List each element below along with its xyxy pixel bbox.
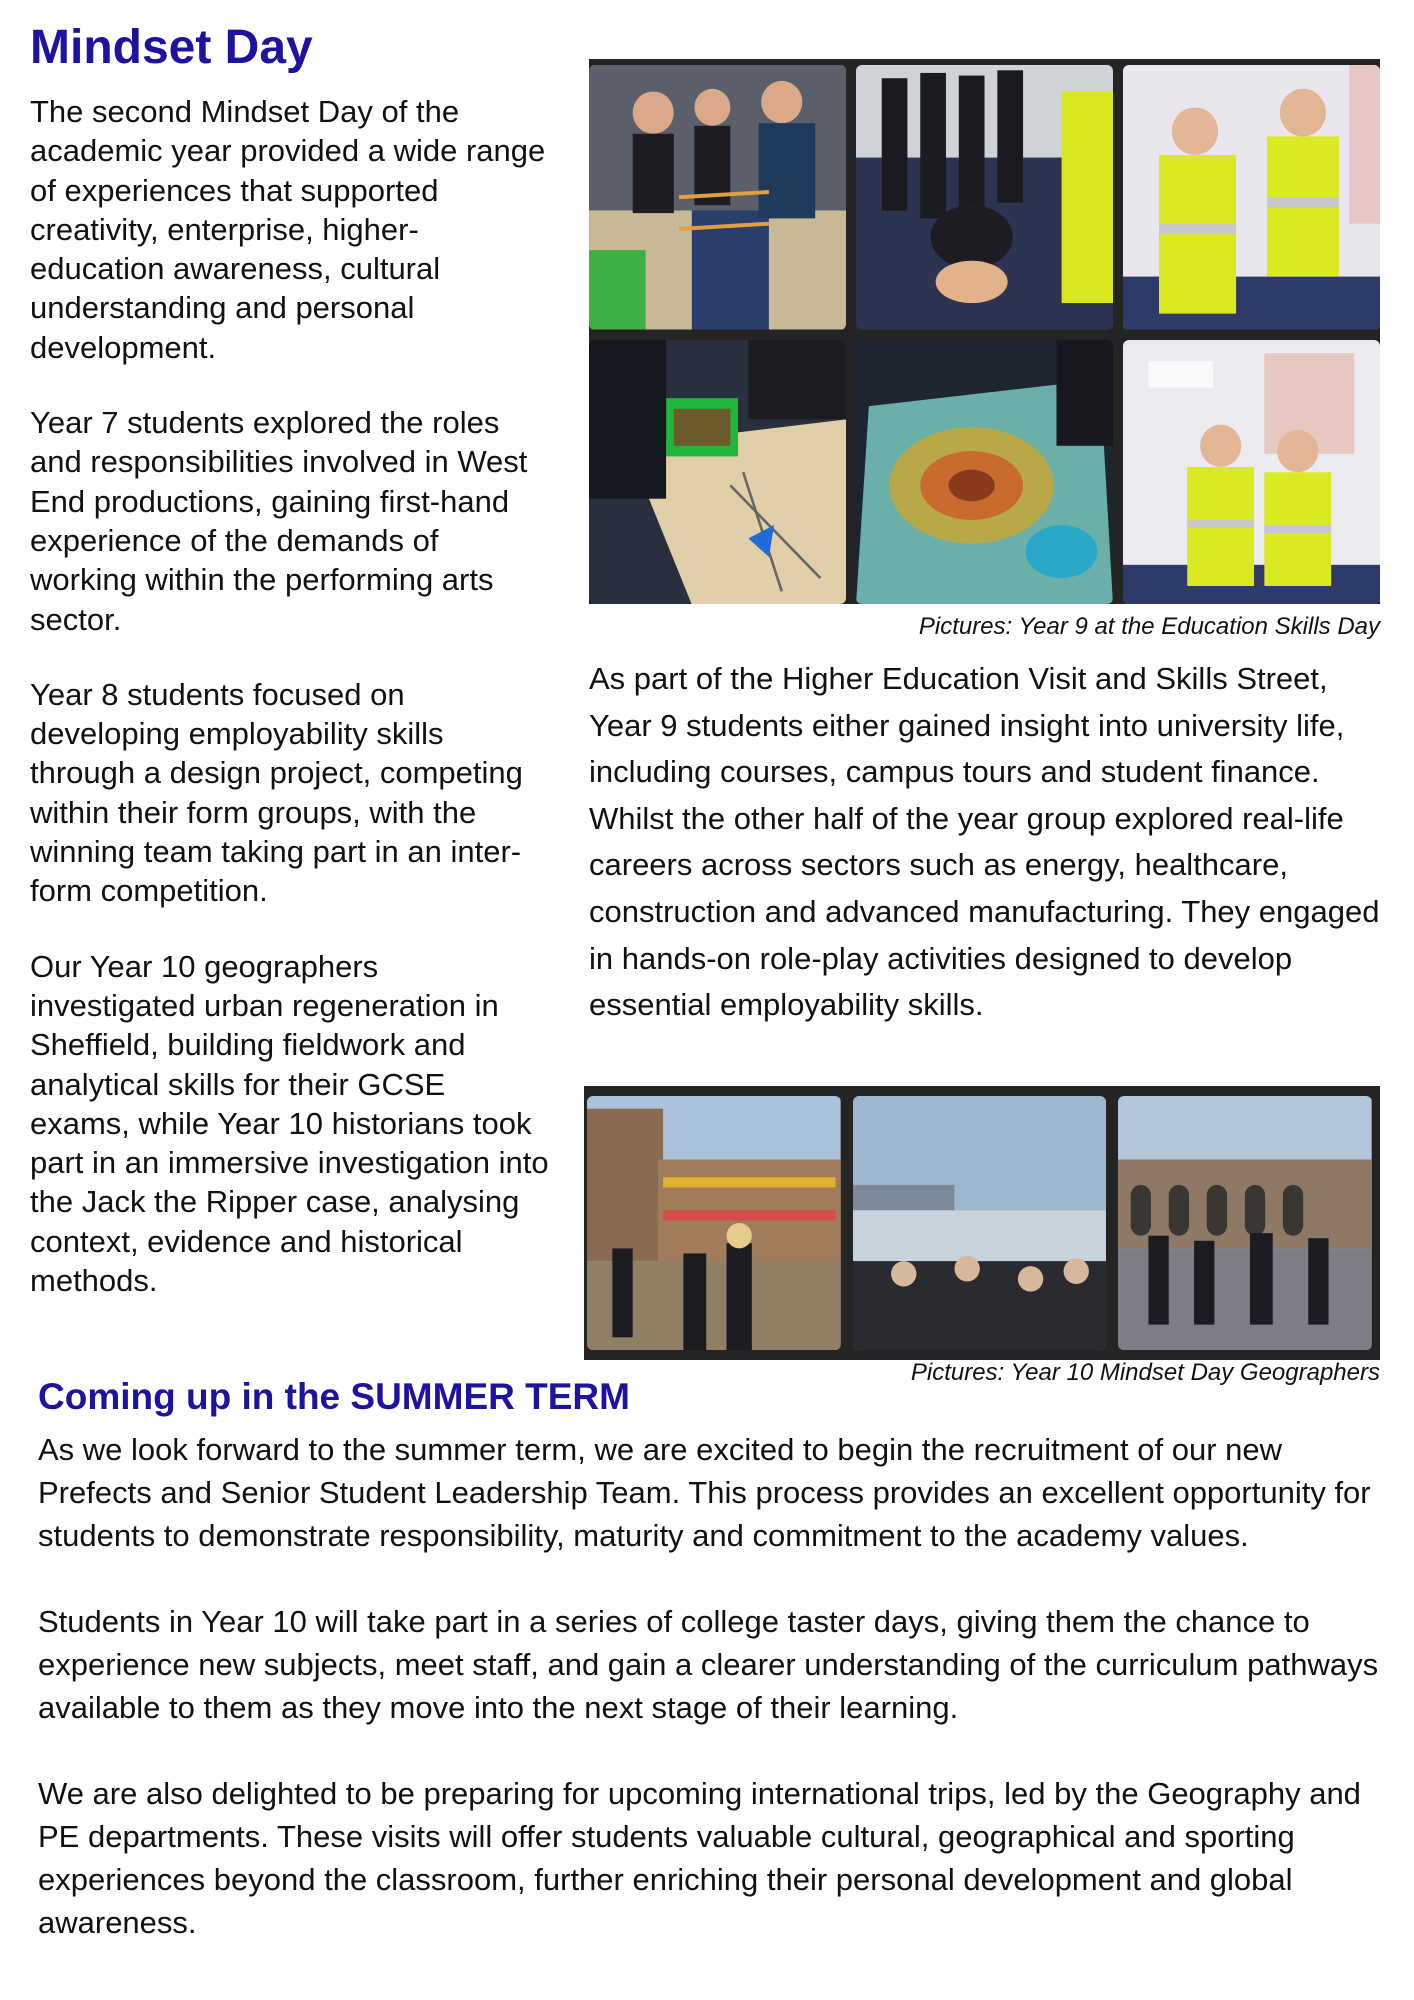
year8-paragraph: Year 8 students focused on developing employability skills through a design project, competing within their form groups, with the winning team taking part in an inter-form competition.	[30, 676, 523, 909]
year10-paragraph: Our Year 10 geographers investigated urban regeneration in Sheffield, building fieldwork and analytical skills for their GCSE exams, while Year 10 historians took part in an immersive investigation into the Jack the Ripper case, analysing context, evidence and historical methods.	[30, 948, 549, 1299]
intro-paragraph: The second Mindset Day of the academic year provided a wide range of experiences that supported creativity, enterprise, higher-education awareness, cultural understanding and personal development.	[30, 94, 546, 365]
photo-paramedic-students	[1123, 340, 1380, 605]
photo-model-building	[589, 65, 846, 330]
summer-term-section	[38, 1428, 1388, 1987]
photo-park-hill-flats	[587, 1096, 841, 1350]
year10-geographers-gallery	[584, 1086, 1380, 1360]
prefects-paragraph: As we look forward to the summer term, we are excited to begin the recruitment of our new Prefects and Senior Student Leadership Team. This process provides an excellent opportunity for students to demonstrate responsibility, maturity and commitment to the academy values.	[38, 1432, 1371, 1553]
year9-gallery-caption: Pictures: Year 9 at the Education Skills Day	[918, 613, 1380, 640]
international-trips-paragraph: We are also delighted to be preparing for upcoming international trips, led by the Geography and PE departments. These visits will offer students valuable cultural, geographical and sporting experiences beyond the classroom, further enriching their personal development and global awareness.	[38, 1776, 1361, 1940]
summer-term-heading: Coming up in the SUMMER TERM	[38, 1376, 630, 1417]
photo-sheaf-square	[853, 1096, 1107, 1350]
photo-paramedic-roleplay	[1123, 65, 1380, 330]
college-taster-paragraph: Students in Year 10 will take part in a series of college taster days, giving them the chance to experience new subjects, meet staff, and gain a clearer understanding of the curriculum pathways available to them as they move into the next stage of their learning.	[38, 1604, 1379, 1725]
mindset-day-intro	[30, 92, 550, 1336]
photo-sheffield-station	[1118, 1096, 1372, 1350]
photo-cpr-training	[856, 65, 1113, 330]
year9-photo-gallery	[589, 59, 1380, 604]
page-title: Mindset Day	[30, 21, 313, 74]
year10-gallery-caption: Pictures: Year 10 Mindset Day Geographers	[910, 1359, 1380, 1386]
year9-paragraph: As part of the Higher Education Visit and Skills Street, Year 9 students either gained insight into university life, including courses, campus tours and student finance. Whilst the other half of the year group explored real-life careers across sectors such as energy, healthcare, construction and advanced manufacturing. They engaged in hands-on role-play activities designed to develop essential employability skills.	[589, 661, 1380, 1023]
photo-sand-table	[856, 340, 1113, 605]
year7-paragraph: Year 7 students explored the roles and responsibilities involved in West End productions, gaining first-hand experience of the demands of working within the performing arts sector.	[30, 405, 528, 637]
photo-construction-activity	[589, 340, 846, 605]
